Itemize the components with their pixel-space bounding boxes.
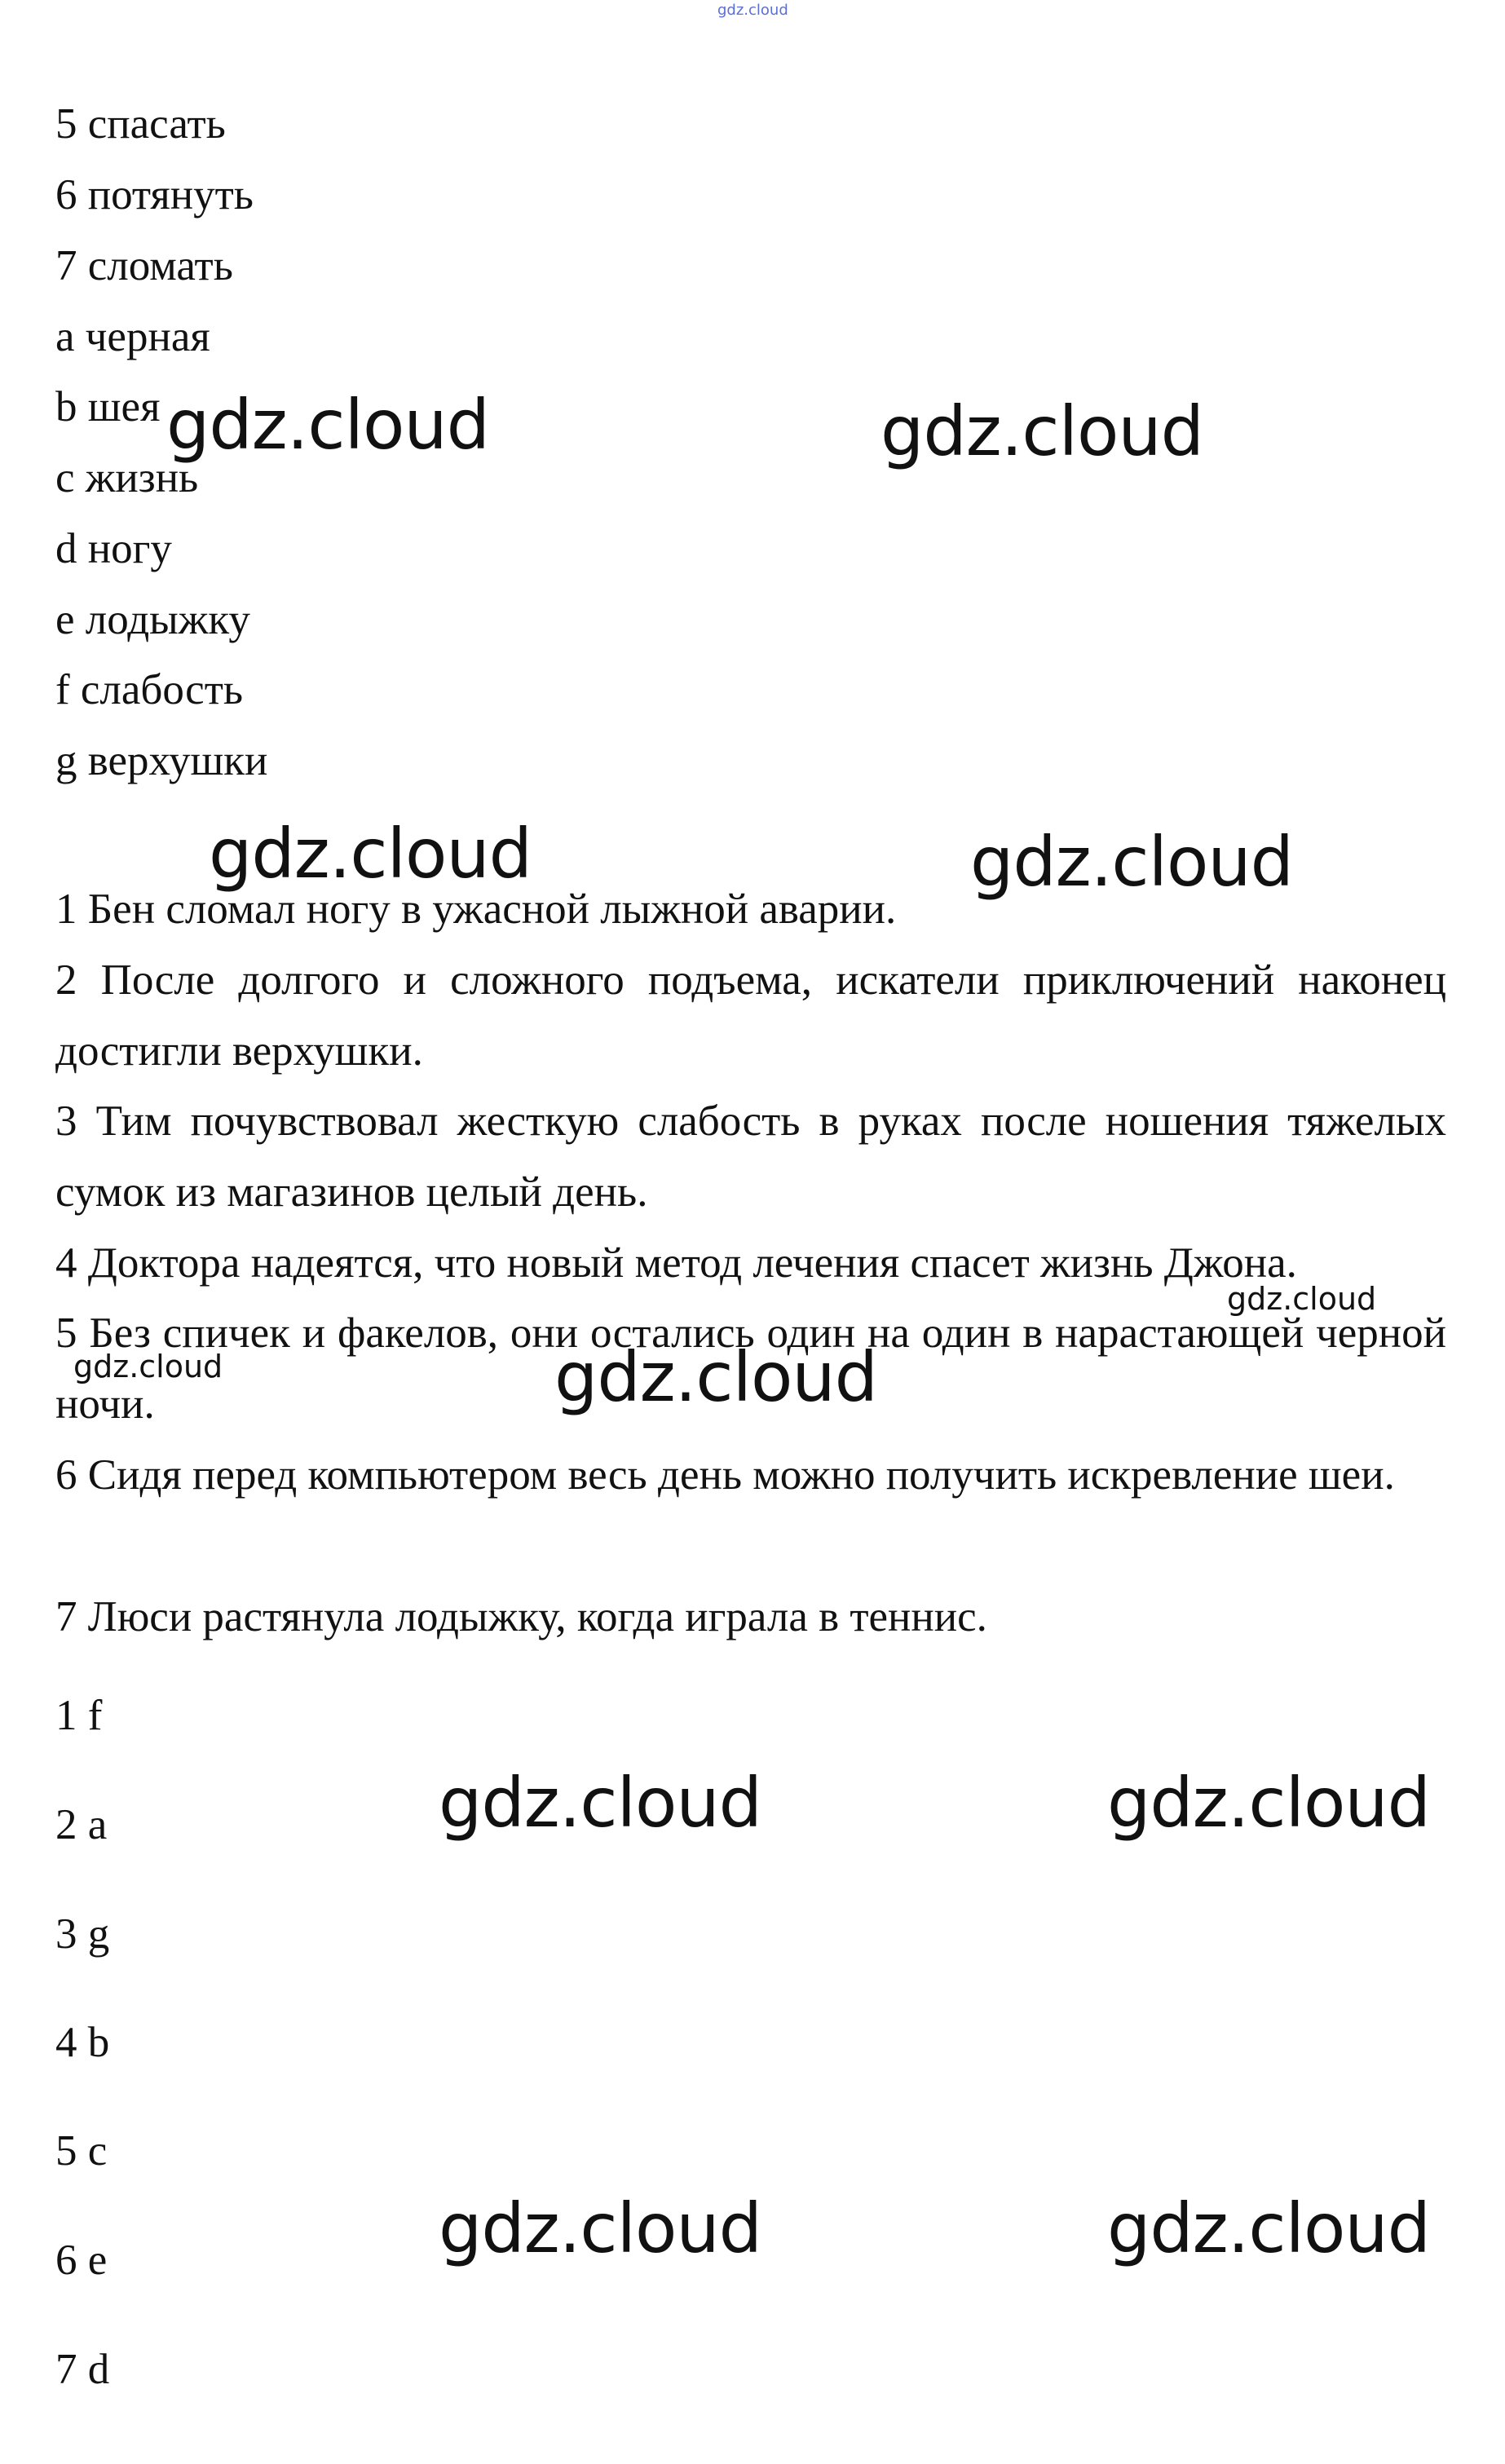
watermark: gdz.cloud	[970, 822, 1293, 902]
answer-item: 5 c	[55, 2127, 108, 2175]
watermark: gdz.cloud	[554, 1337, 877, 1417]
word-item: 5 спасать	[55, 100, 226, 148]
watermark: gdz.cloud	[73, 1349, 223, 1384]
answer-item: 3 g	[55, 1910, 110, 1958]
word-item: g верхушки	[55, 737, 268, 784]
answer-item: 1 f	[55, 1692, 103, 1739]
sentence: 5 Без спичек и факелов, они остались один на один в нарастающей черной ночи.	[55, 1309, 1446, 1428]
word-item: e лодыжку	[55, 596, 250, 643]
answer-item: 4 b	[55, 2019, 110, 2066]
watermark-top: gdz.cloud	[717, 2, 788, 19]
word-item: f слабость	[55, 666, 244, 713]
word-item: b шея	[55, 383, 161, 431]
word-item: c жизнь	[55, 454, 199, 501]
sentence: 4 Доктора надеятся, что новый метод лечения спасет жизнь Джона.	[55, 1239, 1297, 1287]
watermark: gdz.cloud	[1227, 1281, 1377, 1317]
sentence: 6 Сидя перед компьютером весь день можно получить искревление шеи.	[55, 1451, 1395, 1499]
word-item: 6 потянуть	[55, 171, 254, 219]
sentence: 2 После долгого и сложного подъема, искатели приключений наконец достигли верхушки.	[55, 956, 1446, 1075]
watermark: gdz.cloud	[439, 1763, 761, 1843]
watermark: gdz.cloud	[209, 814, 532, 894]
word-item: d ногу	[55, 525, 172, 572]
answer-item: 6 e	[55, 2237, 108, 2284]
watermark: gdz.cloud	[439, 2188, 761, 2268]
word-item: 7 сломать	[55, 242, 233, 289]
answer-item: 7 d	[55, 2346, 110, 2393]
sentence: 1 Бен сломал ногу в ужасной лыжной аварии.	[55, 885, 897, 933]
word-item: a черная	[55, 313, 210, 360]
sentence: 7 Люси растянула лодыжку, когда играла в теннис.	[55, 1593, 987, 1640]
watermark: gdz.cloud	[1107, 2188, 1430, 2268]
sentence: 3 Тим почувствовал жесткую слабость в руках после ношения тяжелых сумок из магазинов целый день.	[55, 1097, 1446, 1216]
watermark: gdz.cloud	[166, 385, 489, 465]
watermark: gdz.cloud	[1107, 1763, 1430, 1843]
answer-item: 2 a	[55, 1801, 108, 1848]
watermark: gdz.cloud	[880, 391, 1203, 471]
